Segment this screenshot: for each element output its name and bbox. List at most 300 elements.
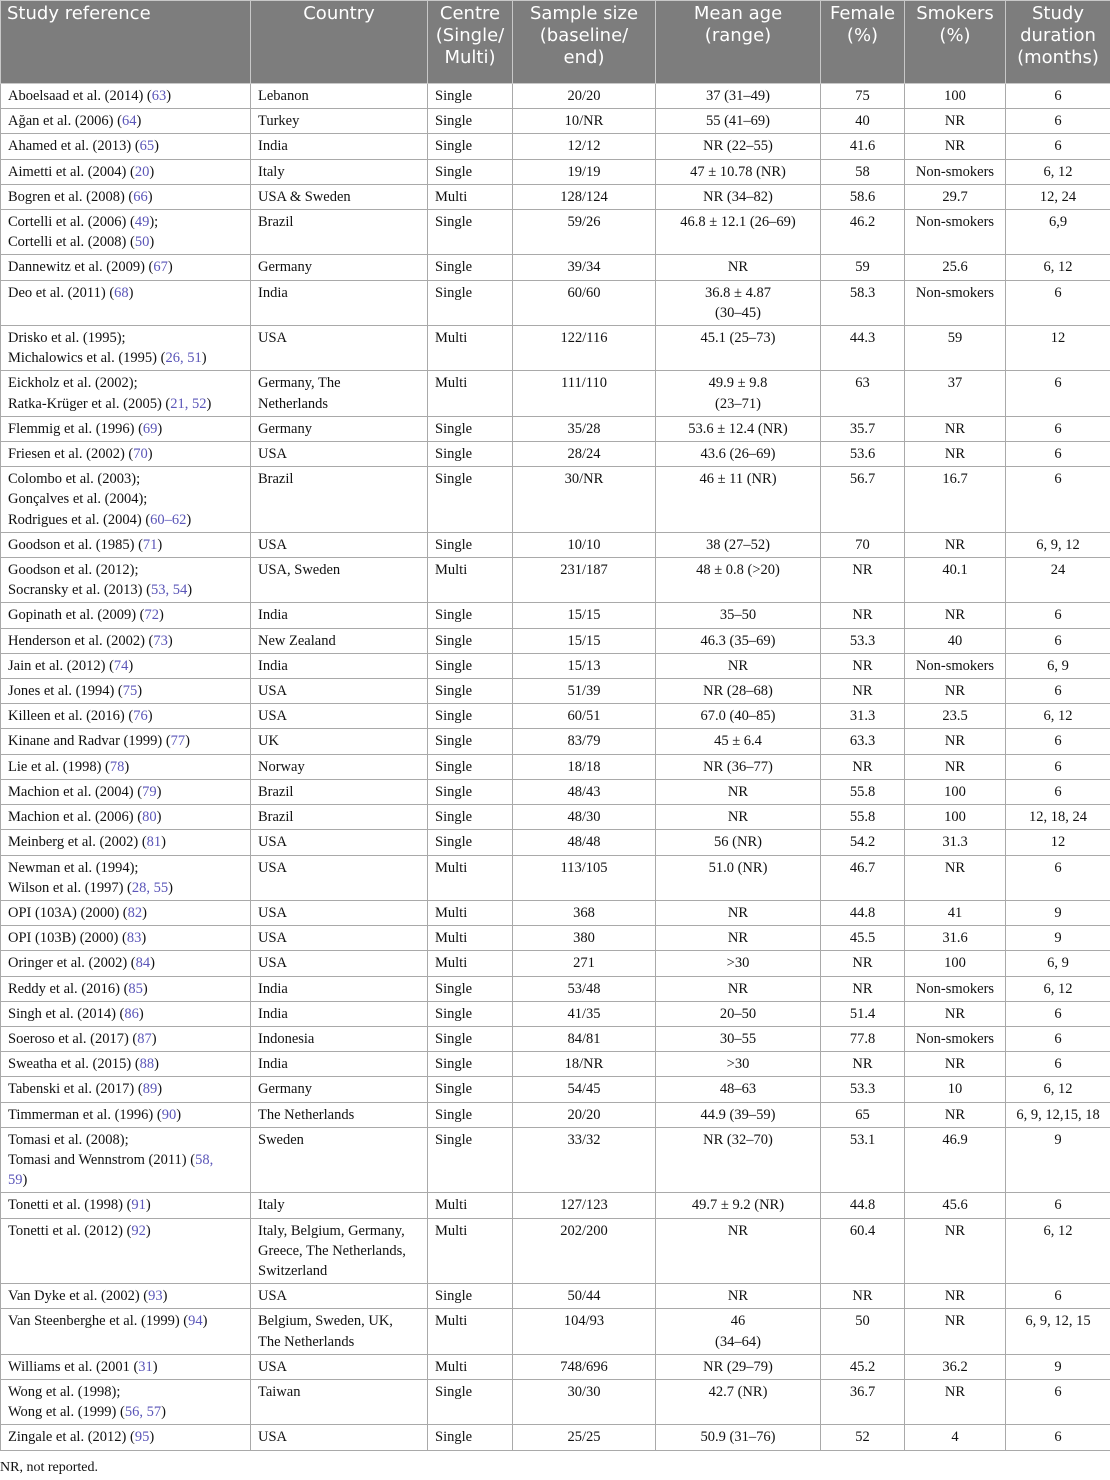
cell-female: 44.3 <box>821 326 905 371</box>
reference-text: Dannewitz et al. (2009) ( <box>8 259 154 276</box>
cell-study-reference <box>1 255 251 280</box>
cell-duration: 6, 9 <box>1006 653 1110 678</box>
reference-line <box>8 605 243 625</box>
cell-sample: 20/20 <box>513 84 656 109</box>
reference-text: ) <box>138 1005 144 1022</box>
reference-text: ) <box>145 1222 151 1239</box>
cell-country: India <box>251 1052 428 1077</box>
cell-duration: 6,9 <box>1006 210 1110 255</box>
cell-female: 41.6 <box>821 134 905 159</box>
table-row <box>1 900 1110 925</box>
citation-link[interactable]: 76 <box>133 708 148 725</box>
reference-text: ) <box>201 350 207 367</box>
cell-duration: 6, 12 <box>1006 704 1110 729</box>
cell-sample: 48/48 <box>513 830 656 855</box>
cell-sample: 30/NR <box>513 467 656 533</box>
cell-duration: 6 <box>1006 1284 1110 1309</box>
reference-text: ) <box>124 758 130 775</box>
cell-female: 53.6 <box>821 442 905 467</box>
reference-text: Drisko et al. (1995); <box>8 330 126 347</box>
reference-line <box>8 232 243 252</box>
table-row <box>1 628 1110 653</box>
reference-line <box>8 373 243 393</box>
reference-text: Henderson et al. (2002) ( <box>8 632 154 649</box>
cell-centre: Multi <box>428 371 513 416</box>
cell-centre: Single <box>428 1284 513 1309</box>
reference-line <box>8 979 243 999</box>
table-row <box>1 1001 1110 1026</box>
header-study-reference: Study reference <box>1 1 251 84</box>
cell-country: USA <box>251 442 428 467</box>
reference-text: ) <box>167 259 173 276</box>
table-row <box>1 1052 1110 1077</box>
cell-study-reference <box>1 1193 251 1218</box>
cell-centre: Single <box>428 210 513 255</box>
table-row <box>1 558 1110 603</box>
reference-text: Zingale et al. (2012) ( <box>8 1429 135 1446</box>
cell-centre: Single <box>428 1052 513 1077</box>
cell-study-reference <box>1 1309 251 1354</box>
table-row <box>1 134 1110 159</box>
reference-text: ) <box>156 783 162 800</box>
cell-female: 58.6 <box>821 184 905 209</box>
table-row <box>1 1218 1110 1284</box>
reference-line <box>8 1357 243 1377</box>
reference-line <box>8 928 243 948</box>
citation-link[interactable]: 20 <box>134 163 150 180</box>
cell-study-reference <box>1 900 251 925</box>
cell-smokers: Non-smokers <box>905 653 1006 678</box>
reference-line <box>8 782 243 802</box>
citation-link[interactable]: 58, <box>195 1151 214 1168</box>
cell-female: NR <box>821 754 905 779</box>
cell-age: 20–50 <box>656 1001 821 1026</box>
cell-centre: Single <box>428 1026 513 1051</box>
cell-sample: 15/13 <box>513 653 656 678</box>
cell-sample: 51/39 <box>513 679 656 704</box>
reference-text: Wong et al. (1999) ( <box>8 1404 125 1421</box>
cell-age: NR <box>656 653 821 678</box>
citation-link[interactable]: 78 <box>109 758 125 775</box>
reference-line <box>8 1382 243 1402</box>
cell-age: 55 (41–69) <box>656 109 821 134</box>
reference-line <box>8 832 243 852</box>
table-row <box>1 951 1110 976</box>
citation-link[interactable]: 60–62 <box>150 511 187 528</box>
cell-sample: 15/15 <box>513 628 656 653</box>
reference-text: Tomasi and Wennstrom (2011) ( <box>8 1151 196 1168</box>
cell-centre: Single <box>428 603 513 628</box>
reference-text: ) <box>128 657 134 674</box>
cell-study-reference <box>1 628 251 653</box>
cell-centre: Single <box>428 679 513 704</box>
cell-country: India <box>251 280 428 325</box>
table-row <box>1 532 1110 557</box>
cell-female: NR <box>821 1284 905 1309</box>
cell-country: USA <box>251 1354 428 1379</box>
cell-duration: 6 <box>1006 779 1110 804</box>
cell-smokers: NR <box>905 1001 1006 1026</box>
cell-sample: 83/79 <box>513 729 656 754</box>
citation-link[interactable]: 93 <box>148 1288 163 1305</box>
cell-study-reference <box>1 416 251 441</box>
cell-study-reference <box>1 653 251 678</box>
cell-female: 36.7 <box>821 1379 905 1424</box>
cell-duration: 6 <box>1006 1379 1110 1424</box>
cell-age: NR <box>656 900 821 925</box>
cell-duration: 6 <box>1006 134 1110 159</box>
reference-text: Tabenski et al. (2017) ( <box>8 1081 143 1098</box>
cell-sample: 380 <box>513 926 656 951</box>
cell-country: The Netherlands <box>251 1102 428 1127</box>
table-header-row <box>1 1 1110 84</box>
citation-link[interactable]: 73 <box>153 632 168 649</box>
cell-age: >30 <box>656 1052 821 1077</box>
cell-sample: 18/NR <box>513 1052 656 1077</box>
cell-country: Germany <box>251 255 428 280</box>
reference-text: Gonçalves et al. (2004); <box>8 491 148 508</box>
cell-country: USA <box>251 1425 428 1450</box>
cell-country: USA <box>251 679 428 704</box>
citation-link[interactable]: 59 <box>8 1172 23 1189</box>
cell-duration: 6, 9, 12, 15 <box>1006 1309 1110 1354</box>
citation-link[interactable]: 72 <box>144 607 160 624</box>
reference-line <box>8 1427 243 1447</box>
citation-link[interactable]: 88 <box>139 1056 155 1073</box>
cell-age: NR <box>656 255 821 280</box>
table-row <box>1 1379 1110 1424</box>
reference-text: ) <box>145 1197 151 1214</box>
table-row <box>1 1077 1110 1102</box>
citation-link[interactable]: 80 <box>142 809 157 826</box>
cell-age: 45 ± 6.4 <box>656 729 821 754</box>
citation-link[interactable]: 94 <box>188 1313 203 1330</box>
cell-centre: Single <box>428 1077 513 1102</box>
reference-text: Bogren et al. (2008) ( <box>8 188 134 205</box>
cell-female: 65 <box>821 1102 905 1127</box>
cell-female: 60.4 <box>821 1218 905 1284</box>
cell-country: Indonesia <box>251 1026 428 1051</box>
cell-age: 51.0 (NR) <box>656 855 821 900</box>
citation-link[interactable]: 28, 55 <box>131 879 169 896</box>
citation-link[interactable]: 79 <box>142 783 157 800</box>
reference-text: ) <box>151 1030 157 1047</box>
cell-study-reference <box>1 704 251 729</box>
cell-study-reference <box>1 1052 251 1077</box>
cell-study-reference <box>1 1102 251 1127</box>
cell-smokers: NR <box>905 532 1006 557</box>
cell-sample: 10/NR <box>513 109 656 134</box>
cell-age: 50.9 (31–76) <box>656 1425 821 1450</box>
citation-link[interactable]: 82 <box>127 904 143 921</box>
cell-study-reference <box>1 134 251 159</box>
reference-line <box>8 86 243 106</box>
reference-text: ) <box>206 395 212 412</box>
reference-text: Williams et al. (2001 ( <box>8 1358 139 1375</box>
cell-smokers: 23.5 <box>905 704 1006 729</box>
citation-link[interactable]: 56, 57 <box>124 1404 162 1421</box>
reference-line <box>8 162 243 182</box>
cell-smokers: 59 <box>905 326 1006 371</box>
cell-sample: 104/93 <box>513 1309 656 1354</box>
cell-age: NR <box>656 1284 821 1309</box>
reference-text: ) <box>167 632 173 649</box>
citation-link[interactable]: 68 <box>114 284 129 301</box>
cell-smokers: 46.9 <box>905 1127 1006 1193</box>
citation-link[interactable]: 75 <box>122 683 138 700</box>
table-row <box>1 442 1110 467</box>
cell-duration: 6 <box>1006 1193 1110 1218</box>
cell-centre: Multi <box>428 951 513 976</box>
citation-link[interactable]: 67 <box>153 259 168 276</box>
cell-sample: 84/81 <box>513 1026 656 1051</box>
table-row <box>1 653 1110 678</box>
reference-text: Machion et al. (2004) ( <box>8 783 143 800</box>
reference-line <box>8 1170 243 1190</box>
reference-text: Wilson et al. (1997) ( <box>8 879 132 896</box>
cell-female: NR <box>821 679 905 704</box>
citation-link[interactable]: 74 <box>113 657 129 674</box>
cell-smokers: Non-smokers <box>905 210 1006 255</box>
cell-age: 35–50 <box>656 603 821 628</box>
header-centre: Centre (Single/ Multi) <box>428 1 513 84</box>
table-row <box>1 754 1110 779</box>
cell-duration: 6, 12 <box>1006 976 1110 1001</box>
table-row <box>1 159 1110 184</box>
cell-study-reference <box>1 951 251 976</box>
cell-female: 54.2 <box>821 830 905 855</box>
cell-country: USA <box>251 532 428 557</box>
cell-smokers: NR <box>905 1284 1006 1309</box>
citation-link[interactable]: 69 <box>142 420 158 437</box>
cell-study-reference <box>1 830 251 855</box>
cell-sample: 202/200 <box>513 1218 656 1284</box>
citation-link[interactable]: 87 <box>137 1030 152 1047</box>
citation-link[interactable]: 86 <box>124 1005 139 1022</box>
cell-female: 70 <box>821 532 905 557</box>
cell-study-reference <box>1 210 251 255</box>
cell-study-reference <box>1 109 251 134</box>
reference-text: Goodson et al. (2012); <box>8 562 139 579</box>
reference-line <box>8 631 243 651</box>
citation-link[interactable]: 64 <box>121 113 137 130</box>
cell-female: 53.3 <box>821 628 905 653</box>
cell-study-reference <box>1 855 251 900</box>
cell-age: 42.7 (NR) <box>656 1379 821 1424</box>
cell-study-reference <box>1 84 251 109</box>
cell-study-reference <box>1 280 251 325</box>
cell-female: 51.4 <box>821 1001 905 1026</box>
reference-text: Flemmig et al. (1996) ( <box>8 420 143 437</box>
cell-country: Sweden <box>251 1127 428 1193</box>
citation-link[interactable]: 63 <box>151 88 167 104</box>
cell-female: 40 <box>821 109 905 134</box>
cell-smokers: NR <box>905 603 1006 628</box>
citation-link[interactable]: 26, 51 <box>165 350 202 367</box>
citation-link[interactable]: 66 <box>133 188 148 205</box>
reference-line <box>8 580 243 600</box>
cell-smokers: NR <box>905 855 1006 900</box>
cell-centre: Single <box>428 442 513 467</box>
cell-sample: 53/48 <box>513 976 656 1001</box>
citation-link[interactable]: 50 <box>134 234 150 251</box>
table-row <box>1 1309 1110 1354</box>
reference-text: Meinberg et al. (2002) ( <box>8 834 147 851</box>
citation-link[interactable]: 90 <box>161 1106 177 1123</box>
cell-female: 53.3 <box>821 1077 905 1102</box>
cell-centre: Single <box>428 628 513 653</box>
cell-centre: Single <box>428 255 513 280</box>
reference-text: Cortelli et al. (2006) ( <box>8 214 135 231</box>
cell-centre: Single <box>428 754 513 779</box>
cell-age: 48 ± 0.8 (>20) <box>656 558 821 603</box>
reference-text: ) <box>157 420 163 437</box>
reference-line <box>8 858 243 878</box>
cell-study-reference <box>1 1354 251 1379</box>
reference-text: Aimetti et al. (2004) ( <box>8 163 135 180</box>
cell-female: 75 <box>821 84 905 109</box>
citation-link[interactable]: 77 <box>170 733 186 750</box>
cell-sample: 50/44 <box>513 1284 656 1309</box>
reference-text: ) <box>185 733 191 750</box>
citation-link[interactable]: 89 <box>142 1081 158 1098</box>
reference-line <box>8 1402 243 1422</box>
reference-text: Deo et al. (2011) ( <box>8 284 115 301</box>
cell-age: 53.6 ± 12.4 (NR) <box>656 416 821 441</box>
cell-study-reference <box>1 1026 251 1051</box>
citation-link[interactable]: 31 <box>138 1358 153 1375</box>
cell-centre: Single <box>428 830 513 855</box>
reference-text: Soeroso et al. (2017) ( <box>8 1030 138 1047</box>
cell-age: NR (36–77) <box>656 754 821 779</box>
cell-sample: 48/30 <box>513 805 656 830</box>
reference-line <box>8 560 243 580</box>
table-row <box>1 1354 1110 1379</box>
cell-sample: 28/24 <box>513 442 656 467</box>
cell-country: India <box>251 1001 428 1026</box>
cell-duration: 12, 24 <box>1006 184 1110 209</box>
cell-centre: Single <box>428 729 513 754</box>
cell-female: NR <box>821 558 905 603</box>
reference-line <box>8 656 243 676</box>
reference-text: ) <box>152 1358 158 1375</box>
cell-female: 46.7 <box>821 855 905 900</box>
reference-text: Newman et al. (1994); <box>8 859 139 876</box>
citation-link[interactable]: 65 <box>139 138 155 155</box>
cell-duration: 6, 9, 12 <box>1006 532 1110 557</box>
citation-link[interactable]: 95 <box>134 1429 150 1446</box>
citation-link[interactable]: 92 <box>131 1222 146 1239</box>
cell-sample: 127/123 <box>513 1193 656 1218</box>
reference-text: ) <box>157 536 163 553</box>
citation-link[interactable]: 81 <box>146 834 162 851</box>
reference-text: ) <box>161 834 166 851</box>
table-row <box>1 976 1110 1001</box>
cell-smokers: NR <box>905 1052 1006 1077</box>
reference-line <box>8 444 243 464</box>
cell-duration: 6 <box>1006 754 1110 779</box>
citation-link[interactable]: 85 <box>128 980 143 997</box>
cell-female: 55.8 <box>821 805 905 830</box>
citation-link[interactable]: 53, 54 <box>150 582 188 599</box>
reference-line <box>8 535 243 555</box>
cell-smokers: 31.6 <box>905 926 1006 951</box>
cell-female: NR <box>821 1052 905 1077</box>
table-row <box>1 1102 1110 1127</box>
reference-text: ) <box>137 683 143 700</box>
cell-age: 38 (27–52) <box>656 532 821 557</box>
reference-text: ) <box>149 234 155 251</box>
table-row <box>1 729 1110 754</box>
reference-line <box>8 187 243 207</box>
cell-duration: 6 <box>1006 1052 1110 1077</box>
table-row <box>1 109 1110 134</box>
cell-duration: 6 <box>1006 84 1110 109</box>
table-body <box>1 84 1110 1451</box>
cell-smokers: Non-smokers <box>905 1026 1006 1051</box>
cell-female: NR <box>821 951 905 976</box>
table-row <box>1 779 1110 804</box>
citation-link[interactable]: 83 <box>126 930 142 947</box>
reference-line <box>8 510 243 530</box>
reference-text: Socransky et al. (2013) ( <box>8 582 151 599</box>
reference-text: Jones et al. (1994) ( <box>8 683 123 700</box>
cell-duration: 6 <box>1006 280 1110 325</box>
cell-country: Belgium, Sweden, UK, The Netherlands <box>251 1309 428 1354</box>
reference-line <box>8 111 243 131</box>
reference-line <box>8 1079 243 1099</box>
cell-sample: 113/105 <box>513 855 656 900</box>
citation-link[interactable]: 91 <box>131 1197 146 1214</box>
cell-country: Turkey <box>251 109 428 134</box>
reference-text: ) <box>161 1404 166 1421</box>
reference-text: OPI (103B) (2000) ( <box>8 930 127 947</box>
cell-smokers: NR <box>905 442 1006 467</box>
citation-link[interactable]: 70 <box>133 446 148 463</box>
reference-text: ) <box>142 980 148 997</box>
cell-smokers: NR <box>905 1309 1006 1354</box>
citation-link[interactable]: 21, 52 <box>170 395 207 412</box>
cell-smokers: 16.7 <box>905 467 1006 533</box>
reference-text: ) <box>149 163 155 180</box>
cell-duration: 6, 9, 12,15, 18 <box>1006 1102 1110 1127</box>
reference-line <box>8 757 243 777</box>
cell-duration: 6 <box>1006 679 1110 704</box>
cell-sample: 111/110 <box>513 371 656 416</box>
cell-centre: Multi <box>428 1309 513 1354</box>
cell-country: New Zealand <box>251 628 428 653</box>
cell-centre: Single <box>428 805 513 830</box>
cell-age: NR (32–70) <box>656 1127 821 1193</box>
cell-centre: Multi <box>428 1354 513 1379</box>
cell-female: 50 <box>821 1309 905 1354</box>
cell-duration: 6 <box>1006 416 1110 441</box>
reference-text: ) <box>176 1106 182 1123</box>
cell-country: Taiwan <box>251 1379 428 1424</box>
citation-link[interactable]: 49 <box>134 214 150 231</box>
citation-link[interactable]: 71 <box>142 536 158 553</box>
citation-link[interactable]: 84 <box>135 955 151 972</box>
cell-age: 36.8 ± 4.87 (30–45) <box>656 280 821 325</box>
cell-centre: Single <box>428 976 513 1001</box>
cell-female: 52 <box>821 1425 905 1450</box>
header-study-duration: Study duration (months) <box>1006 1 1110 84</box>
reference-line <box>8 1054 243 1074</box>
cell-study-reference <box>1 754 251 779</box>
cell-sample: 122/116 <box>513 326 656 371</box>
reference-text: Gopinath et al. (2009) ( <box>8 607 145 624</box>
reference-line <box>8 878 243 898</box>
